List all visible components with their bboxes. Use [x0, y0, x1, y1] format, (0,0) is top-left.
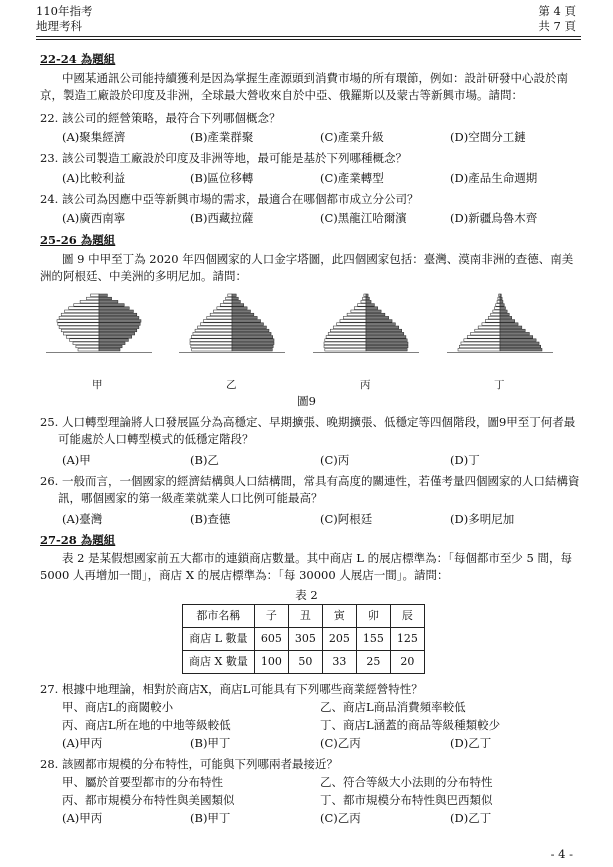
option-a[interactable]: (A)比較利益: [62, 171, 126, 185]
pyramid-bar: [99, 304, 124, 307]
pyramid-bar: [366, 332, 404, 335]
pyramid-bar: [366, 304, 374, 307]
statement-jia: 甲、商店L的商閾較小: [62, 700, 174, 714]
pyramid-bar: [475, 329, 500, 332]
pyramid-bar: [500, 339, 536, 342]
statement-bing: 丙、商店L所在地的中地等級較低: [62, 718, 231, 732]
pyramid-bar: [347, 313, 366, 316]
pyramid-bar: [324, 345, 366, 348]
pyramid-bar: [198, 326, 232, 329]
table-row: [183, 627, 425, 650]
pyramid-jia: [40, 292, 158, 362]
option-b[interactable]: (B)乙: [190, 453, 219, 467]
pyramid-label-yi: 乙: [226, 379, 237, 391]
options-26: [62, 511, 582, 527]
pyramid-bar: [70, 339, 99, 342]
figure-caption: 圖9: [297, 394, 316, 408]
pyramid-bing: [307, 292, 425, 362]
pyramid-bar: [498, 297, 500, 300]
pyramid-bar: [226, 297, 232, 300]
table-header: 丑: [288, 605, 322, 628]
pyramid-bar: [500, 310, 507, 313]
question-24: 24. 該公司為因應中亞等新興市場的需求，最適合在哪個都市成立分公司？: [40, 192, 419, 206]
pyramid-bar: [232, 304, 244, 307]
pyramid-bar: [232, 323, 264, 326]
pyramid-bar: [500, 300, 503, 303]
pyramid-bar: [366, 323, 395, 326]
pyramid-bar: [193, 332, 232, 335]
pyramid-bar: [364, 294, 366, 297]
pyramid-bar: [495, 307, 500, 310]
option-c[interactable]: (C)產業轉型: [320, 171, 384, 185]
pyramid-bar: [500, 326, 522, 329]
option-c[interactable]: (C)黑龍江哈爾濱: [320, 211, 407, 225]
store-table: [182, 604, 425, 674]
pyramid-bar: [354, 307, 366, 310]
pyramid-bar: [325, 348, 366, 351]
table-header-row: [183, 605, 425, 628]
option-d[interactable]: (D)產品生命週期: [450, 171, 538, 185]
pyramid-bar: [57, 320, 99, 323]
table-cell: 125: [390, 627, 424, 650]
options-24: [62, 210, 582, 226]
table-cell: 605: [254, 627, 288, 650]
group-title-22-24: 22-24 為題組: [40, 52, 116, 66]
pyramid-bar: [99, 310, 133, 313]
pyramid-bar: [190, 342, 232, 345]
pyramid-bar: [497, 300, 500, 303]
pyramid-bar: [207, 316, 232, 319]
pyramid-bar: [232, 345, 273, 348]
option-a[interactable]: (A)臺灣: [62, 512, 103, 526]
question-23: 23. 該公司製造工廠設於印度及非洲等地，最可能是基於下列哪種概念？: [40, 151, 407, 165]
page-header: [36, 4, 576, 34]
option-a[interactable]: (A)甲丙: [62, 811, 103, 825]
pyramid-bar: [500, 297, 502, 300]
option-a[interactable]: (A)甲丙: [62, 736, 103, 750]
pyramid-bar: [478, 326, 500, 329]
option-d[interactable]: (D)空間分工鏈: [450, 130, 526, 144]
option-b[interactable]: (B)甲丁: [190, 811, 231, 825]
pyramid-bar: [232, 310, 250, 313]
pyramid-bar: [232, 320, 261, 323]
option-b[interactable]: (B)甲丁: [190, 736, 231, 750]
option-a[interactable]: (A)聚集經濟: [62, 130, 126, 144]
pyramid-bar: [482, 323, 500, 326]
table-cell: 25: [356, 650, 390, 673]
pyramid-bar: [191, 345, 232, 348]
pyramid-bar: [224, 300, 232, 303]
pyramid-bar: [326, 336, 366, 339]
pyramid-bar: [195, 329, 232, 332]
pyramid-bar: [333, 326, 366, 329]
table-cell: 305: [288, 627, 322, 650]
pyramid-bar: [232, 339, 274, 342]
pyramid-bar: [459, 345, 500, 348]
pyramid-bar: [471, 332, 500, 335]
page-total: 共 7 頁: [538, 18, 576, 33]
pyramid-bar: [86, 297, 99, 300]
pyramid-bar: [500, 345, 541, 348]
statement-ding: 丁、商店L涵蓋的商品等級種類較少: [320, 718, 501, 732]
pyramid-bar: [324, 342, 366, 345]
pyramid-bar: [366, 316, 389, 319]
question-28: 28. 該國都市規模的分布特性，可能與下列哪兩者最接近？: [40, 757, 338, 771]
pyramid-bar: [99, 297, 112, 300]
pyramid-bar: [366, 310, 381, 313]
pyramid-bar: [65, 310, 99, 313]
pyramid-bar: [61, 329, 99, 332]
pyramid-bar: [366, 320, 392, 323]
statement-yi: 乙、商店L商品消費頻率較低: [320, 700, 466, 714]
table-cell: 205: [322, 627, 356, 650]
pyramid-bar: [461, 342, 500, 345]
group-title-27-28: 27-28 為題組: [40, 533, 116, 547]
pyramid-bar: [99, 313, 137, 316]
statement-ding: 丁、都市規模分布特性與巴西類似: [320, 793, 493, 807]
statements-28-row2: [62, 792, 582, 808]
pyramid-bar: [343, 316, 366, 319]
option-b[interactable]: (B)產業群聚: [190, 130, 254, 144]
table-header: 辰: [390, 605, 424, 628]
table-cell: 商店 X 數量: [183, 650, 255, 673]
pyramid-bar: [99, 345, 122, 348]
pyramid-bar: [232, 300, 240, 303]
pyramid-bar: [232, 316, 257, 319]
exam-title: 110年指考: [36, 4, 93, 18]
pyramid-bar: [74, 304, 99, 307]
pyramid-bar: [232, 307, 247, 310]
pyramid-label-jia: 甲: [92, 379, 103, 391]
options-23: [62, 170, 582, 186]
table-header: 寅: [322, 605, 356, 628]
pyramid-label-bing: 丙: [360, 379, 371, 391]
pyramid-bar: [58, 323, 99, 326]
pyramid-bar: [99, 316, 139, 319]
pyramid-bar: [363, 297, 366, 300]
page-number: [538, 4, 576, 34]
option-c[interactable]: (C)丙: [320, 453, 350, 467]
option-b[interactable]: (B)西藏拉薩: [190, 211, 254, 225]
option-d[interactable]: (D)新疆烏魯木齊: [450, 211, 538, 225]
pyramid-yi: [173, 292, 291, 362]
pyramid-bar: [99, 307, 129, 310]
option-a[interactable]: (A)甲: [62, 453, 91, 467]
option-d[interactable]: (D)多明尼加: [450, 512, 515, 526]
pyramid-bar: [493, 310, 500, 313]
options-22: [62, 129, 582, 145]
group-intro-27-28: 表 2 是某假想國家前五大都市的連鎖商店數量。其中商店 L 的展店標準為：「每個都市至少 5 間，每 5000 人再增加一間」，商店 X 的展店標準為：「每 30000 人展店一間」。請問：: [40, 551, 572, 582]
table-cell: 100: [254, 650, 288, 673]
pyramid-bar: [78, 348, 99, 351]
option-c[interactable]: (C)產業升級: [320, 130, 384, 144]
pyramid-bar: [232, 294, 236, 297]
pyramid-bar: [76, 345, 99, 348]
question-26: 26. 一般而言，一個國家的經濟結構與人口結構間，常具有高度的關連性，若僅考量四個國家的人口結構資訊，哪個國家的第一級產業就業人口比例可能最高？: [40, 474, 580, 505]
options-25: [62, 452, 582, 468]
pyramid-bar: [192, 348, 232, 351]
pyramid-bar: [232, 348, 272, 351]
pyramid-bar: [366, 307, 378, 310]
pyramid-bar: [59, 326, 99, 329]
pyramid-bar: [203, 320, 232, 323]
option-b[interactable]: (B)區位移轉: [190, 171, 254, 185]
pyramid-ding: [441, 292, 559, 362]
option-d[interactable]: (D)丁: [450, 453, 480, 467]
pyramid-bar: [496, 304, 500, 307]
table-cell: 155: [356, 627, 390, 650]
pyramid-bar: [232, 313, 254, 316]
pyramid-bar: [191, 336, 232, 339]
statements-27-row1: [62, 699, 582, 715]
pyramid-bar: [214, 310, 232, 313]
pyramid-bar: [500, 294, 501, 297]
pyramid-bar: [59, 316, 99, 319]
pyramid-bar: [99, 332, 135, 335]
table-header: 卯: [356, 605, 390, 628]
pyramid-bar: [467, 336, 500, 339]
pyramid-bar: [232, 336, 273, 339]
pyramid-bar: [66, 336, 99, 339]
pyramid-bar: [366, 342, 408, 345]
statement-bing: 丙、都市規模分布特性與美國類似: [62, 793, 235, 807]
table-cell: 20: [390, 650, 424, 673]
pyramid-bar: [485, 320, 500, 323]
pyramid-bar: [325, 339, 366, 342]
pyramid-bar: [491, 313, 500, 316]
option-d[interactable]: (D)乙丁: [450, 811, 492, 825]
pyramid-bar: [99, 348, 120, 351]
options-28: [62, 810, 582, 826]
pyramid-bar: [99, 323, 140, 326]
pyramid-bar: [488, 316, 500, 319]
option-b[interactable]: (B)查德: [190, 512, 231, 526]
page-footer: - 4 -: [550, 847, 573, 861]
statement-yi: 乙、符合等級大小法則的分布特性: [320, 775, 493, 789]
table-caption: 表 2: [295, 588, 318, 602]
pyramid-bar: [99, 326, 139, 329]
pyramid-bar: [330, 329, 366, 332]
pyramid-bar: [190, 339, 232, 342]
pyramid-bar: [366, 336, 406, 339]
pyramid-bar: [464, 339, 500, 342]
statements-28-row1: [62, 774, 582, 790]
pyramid-bar: [232, 297, 238, 300]
pyramid-bar: [99, 336, 132, 339]
option-d[interactable]: (D)乙丁: [450, 736, 492, 750]
pyramid-bar: [99, 329, 137, 332]
pyramid-bar: [80, 300, 99, 303]
pyramid-bar: [500, 332, 529, 335]
group-intro-25-26: 圖 9 中甲至丁為 2020 年四個國家的人口金字塔圖，此四個國家包括：臺灣、漠南非洲的查德、南美洲的阿根廷、中美洲的多明尼加。請問：: [40, 252, 574, 283]
page-label: 第 4 頁: [538, 4, 576, 18]
pyramid-bar: [366, 339, 407, 342]
pyramid-bar: [73, 342, 99, 345]
pyramid-bar: [328, 332, 366, 335]
pyramid-bar: [366, 297, 369, 300]
pyramid-bar: [63, 332, 99, 335]
pyramid-bar: [232, 326, 266, 329]
option-a[interactable]: (A)廣西南寧: [62, 211, 126, 225]
pyramid-bar: [366, 326, 399, 329]
option-c[interactable]: (C)乙丙: [320, 811, 361, 825]
option-c[interactable]: (C)阿根廷: [320, 512, 373, 526]
pyramid-bar: [217, 307, 232, 310]
pyramid-bar: [458, 348, 500, 351]
pyramid-bar: [500, 304, 504, 307]
table-cell: 商店 L 數量: [183, 627, 255, 650]
pyramid-bar: [210, 313, 232, 316]
question-22: 22. 該公司的經營策略，最符合下列哪個概念？: [40, 111, 281, 125]
option-c[interactable]: (C)乙丙: [320, 736, 361, 750]
pyramid-bar: [361, 300, 366, 303]
pyramid-bar: [500, 336, 533, 339]
pyramid-bar: [340, 320, 366, 323]
pyramid-bar: [99, 342, 125, 345]
pyramid-bar: [500, 307, 505, 310]
table-row: [183, 650, 425, 673]
pyramid-bar: [99, 339, 128, 342]
pyramid-bar: [232, 329, 269, 332]
group-intro-22-24: 中國某通訊公司能持續獲利是因為掌握生產源頭到消費市場的所有環節，例如：設計研發中心設於南京，製造工廠設於印度及非洲，全球最大營收來自於中亞、俄羅斯以及蒙古等新興市場。請問：: [40, 71, 568, 102]
pyramid-bar: [232, 332, 271, 335]
table-header: 都市名稱: [183, 605, 255, 628]
question-27: 27. 根據中地理論，相對於商店X，商店L可能具有下列哪些商業經營特性？: [40, 682, 423, 696]
pyramid-bar: [220, 304, 232, 307]
pyramid-bar: [366, 294, 368, 297]
options-27: [62, 735, 582, 751]
pyramid-bar: [351, 310, 366, 313]
pyramid-bar: [358, 304, 366, 307]
pyramid-bar: [232, 342, 274, 345]
pyramid-bar: [91, 294, 99, 297]
pyramid-bar: [366, 345, 408, 348]
pyramid-bar: [500, 320, 515, 323]
table-header: 子: [254, 605, 288, 628]
pyramid-bar: [99, 300, 118, 303]
pyramid-bar: [99, 294, 107, 297]
header-divider-2: [36, 39, 581, 40]
subject-title: 地理考科: [36, 18, 82, 33]
pyramid-bar: [500, 313, 509, 316]
question-25: 25. 人口轉型理論將人口發展區分為高穩定、早期擴張、晚期擴張、低穩定等四個階段，圖9甲至丁何者最可能處於人口轉型模式的低穩定階段？: [40, 415, 576, 446]
pyramid-bar: [61, 313, 99, 316]
group-title-25-26: 25-26 為題組: [40, 233, 116, 247]
pyramid-bar: [201, 323, 233, 326]
pyramid-bar: [500, 323, 518, 326]
table-cell: 50: [288, 650, 322, 673]
pyramid-bar: [99, 320, 141, 323]
pyramid-label-ding: 丁: [494, 379, 505, 391]
statement-jia: 甲、屬於首要型都市的分布特性: [62, 775, 223, 789]
pyramid-bar: [500, 342, 539, 345]
pyramid-bar: [500, 329, 525, 332]
pyramid-bar: [366, 313, 385, 316]
pyramid-bar: [69, 307, 99, 310]
table-cell: 33: [322, 650, 356, 673]
pyramid-bar: [366, 348, 407, 351]
pyramid-bar: [366, 329, 402, 332]
pyramid-bar: [500, 316, 512, 319]
statements-27-row2: [62, 717, 582, 733]
pyramid-bar: [337, 323, 366, 326]
pyramid-bar: [366, 300, 371, 303]
pyramid-bar: [500, 348, 542, 351]
pyramid-bar: [228, 294, 232, 297]
header-divider: [36, 36, 581, 37]
